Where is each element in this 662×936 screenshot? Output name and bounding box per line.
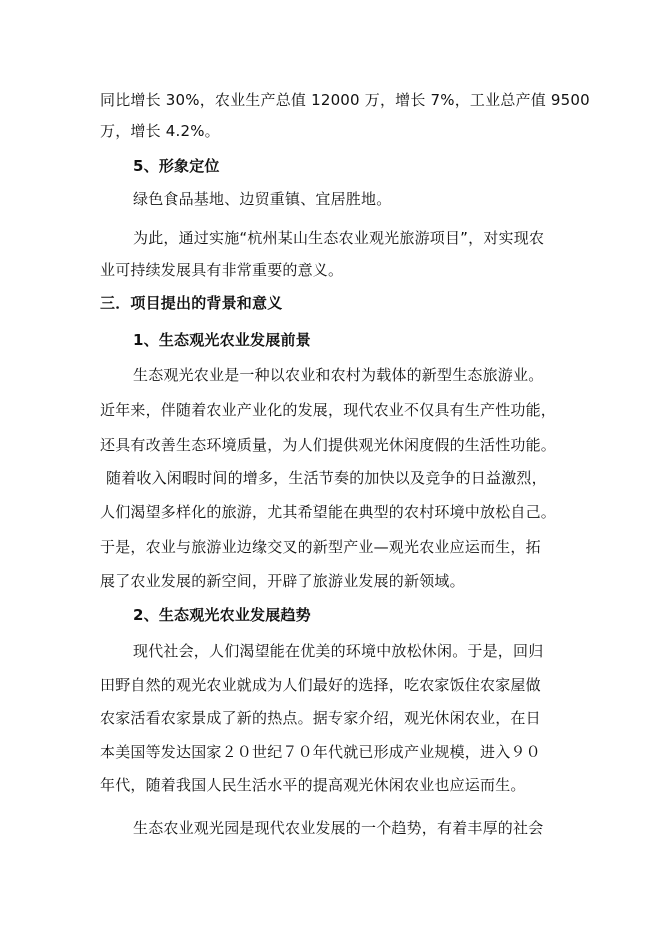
paragraph-line: 同比增长 30%，农业生产总值 12000 万，增长 7%，工业总产值 9500: [100, 91, 590, 109]
paragraph-line: 田野自然的观光农业就成为人们最好的选择，吃农家饭住农家屋做: [100, 676, 541, 694]
paragraph-line: 于是，农业与旅游业边缘交叉的新型产业—观光农业应运而生，拓: [100, 538, 541, 556]
paragraph-line: 还具有改善生态环境质量，为人们提供观光休闲度假的生活性功能。: [100, 436, 557, 454]
paragraph-line: 业可持续发展具有非常重要的意义。: [100, 261, 344, 279]
paragraph-line: 人们渴望多样化的旅游，尤其希望能在典型的农村环境中放松自己。: [100, 503, 557, 521]
paragraph-line: 年代，随着我国人民生活水平的提高观光休闲农业也应运而生。: [100, 776, 526, 794]
paragraph-line: 现代社会，人们渴望能在优美的环境中放松休闲。于是，回归: [133, 642, 544, 660]
chapter-heading: 三．项目提出的背景和意义: [100, 294, 283, 312]
paragraph-line: 为此，通过实施“杭州某山生态农业观光旅游项目”，对实现农: [133, 229, 545, 247]
section-heading: 1、生态观光农业发展前景: [133, 331, 311, 349]
paragraph-line: 随着收入闲暇时间的增多，生活节奏的加快以及竞争的日益激烈，: [106, 469, 547, 487]
paragraph-line: 绿色食品基地、边贸重镇、宜居胜地。: [133, 190, 392, 208]
paragraph-line: 生态农业观光园是现代农业发展的一个趋势，有着丰厚的社会: [133, 819, 544, 837]
paragraph-line: 生态观光农业是一种以农业和农村为载体的新型生态旅游业。: [133, 366, 544, 384]
section-heading: 5、形象定位: [133, 157, 220, 175]
paragraph-line: 农家活看农家景成了新的热点。据专家介绍，观光休闲农业，在日: [100, 709, 541, 727]
paragraph-line: 本美国等发达国家２０世纪７０年代就已形成产业规模，进入９０: [100, 743, 541, 761]
paragraph-line: 万，增长 4.2%。: [100, 122, 220, 140]
paragraph-line: 展了农业发展的新空间，开辟了旅游业发展的新领域。: [100, 572, 465, 590]
paragraph-line: 近年来，伴随着农业产业化的发展，现代农业不仅具有生产性功能，: [100, 401, 557, 419]
section-heading: 2、生态观光农业发展趋势: [133, 606, 311, 624]
